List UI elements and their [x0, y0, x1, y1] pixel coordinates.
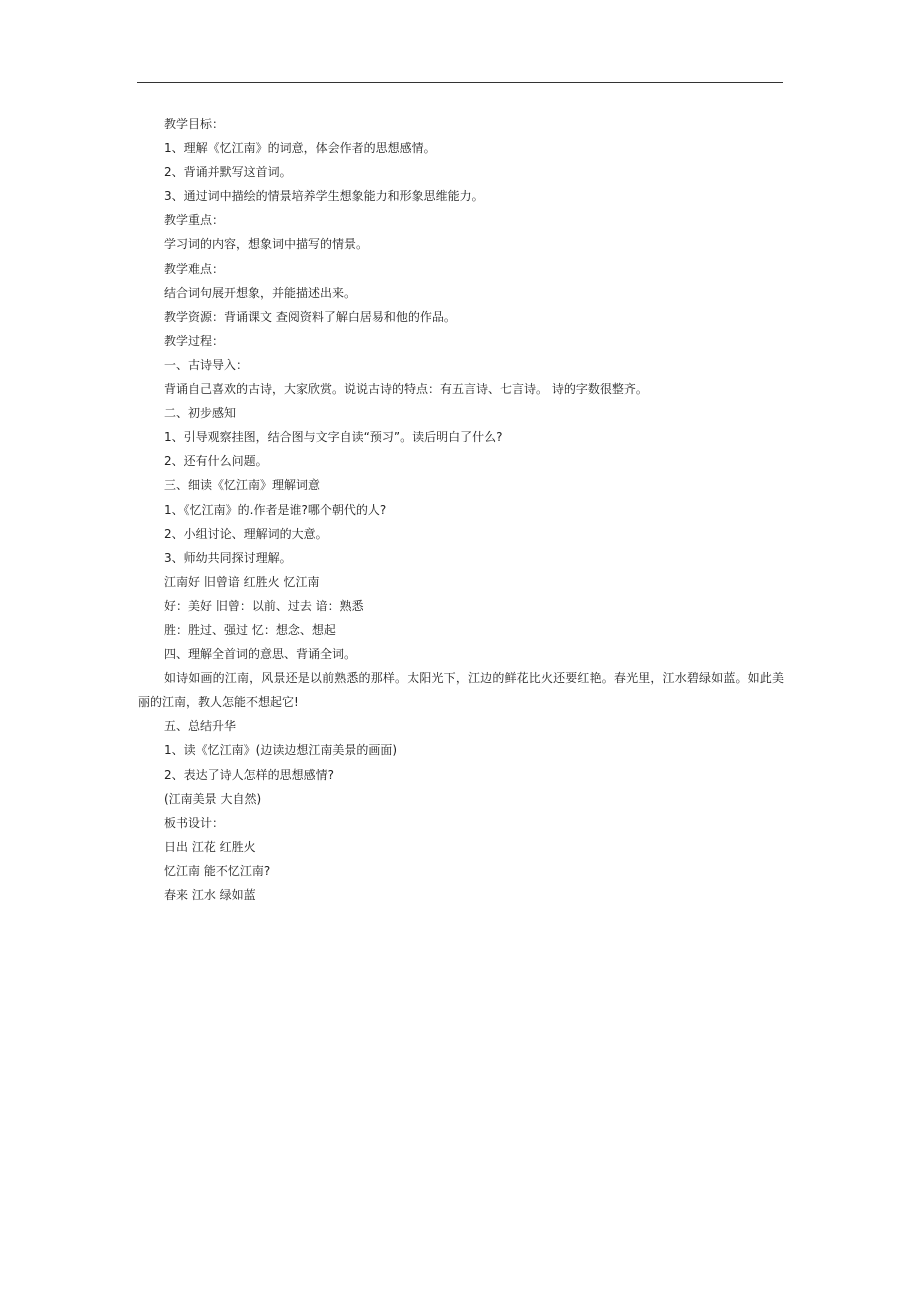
section-5-title: 五、总结升华: [164, 719, 237, 734]
section-2-title: 二、初步感知: [164, 406, 237, 421]
section-4-paragraph: 如诗如画的江南，风景还是以前熟悉的那样。太阳光下，江边的鲜花比火还要红艳。春光里，江水碧绿如蓝。如此美丽的江南，教人怎能不想起它!: [138, 671, 784, 710]
section-3-item-2: 2、小组讨论、理解词的大意。: [164, 526, 328, 541]
heading-key-points: 教学重点：: [164, 213, 225, 228]
section-3-title: 三、细读《忆江南》理解词意: [164, 478, 321, 493]
header-rule: [137, 82, 783, 83]
section-3-item-1: 1、《忆江南》的.作者是谁?哪个朝代的人?: [164, 502, 387, 517]
board-line-3: 春来 江水 绿如蓝: [164, 888, 256, 902]
heading-objectives: 教学目标：: [164, 117, 225, 131]
heading-difficulties: 教学难点：: [164, 261, 225, 276]
heading-process: 教学过程：: [164, 333, 225, 348]
word-meanings-1: 好：美好 旧曾：以前、过去 谙：熟悉: [164, 598, 364, 613]
section-5-item-2: 2、表达了诗人怎样的思想感情?: [164, 767, 335, 782]
section-2-item-1: 1、引导观察挂图，结合图与文字自读“预习”。读后明白了什么?: [164, 430, 503, 445]
board-line-1: 日出 江花 红胜火: [164, 839, 256, 854]
document-body: [138, 112, 784, 907]
section-1-text: 背诵自己喜欢的古诗，大家欣赏。说说古诗的特点：有五言诗、七言诗。 诗的字数很整齐。: [164, 382, 648, 397]
section-2-item-2: 2、还有什么问题。: [164, 454, 268, 469]
objective-1: 1、理解《忆江南》的词意，体会作者的思想感情。: [164, 141, 436, 156]
heading-board-design: 板书设计：: [164, 815, 225, 830]
board-line-2: 忆江南 能不忆江南?: [164, 863, 271, 878]
word-meanings-2: 胜：胜过、强过 忆：想念、想起: [164, 622, 336, 637]
section-5-item-1: 1、读《忆江南》(边读边想江南美景的画面): [164, 743, 397, 758]
section-4-title: 四、理解全首词的意思、背诵全词。: [164, 647, 357, 662]
objective-2: 2、背诵并默写这首词。: [164, 165, 292, 180]
difficulties-text: 结合词句展开想象，并能描述出来。: [164, 285, 357, 300]
section-1-title: 一、古诗导入：: [164, 357, 249, 372]
resources-text: 教学资源：背诵课文 查阅资料了解白居易和他的作品。: [164, 309, 456, 324]
section-5-answer: (江南美景 大自然): [164, 791, 262, 806]
objective-3: 3、通过词中描绘的情景培养学生想象能力和形象思维能力。: [164, 189, 484, 204]
poem-keywords: 江南好 旧曾谙 红胜火 忆江南: [164, 574, 320, 589]
key-points-text: 学习词的内容，想象词中描写的情景。: [164, 237, 369, 252]
section-3-item-3: 3、师幼共同探讨理解。: [164, 550, 292, 565]
